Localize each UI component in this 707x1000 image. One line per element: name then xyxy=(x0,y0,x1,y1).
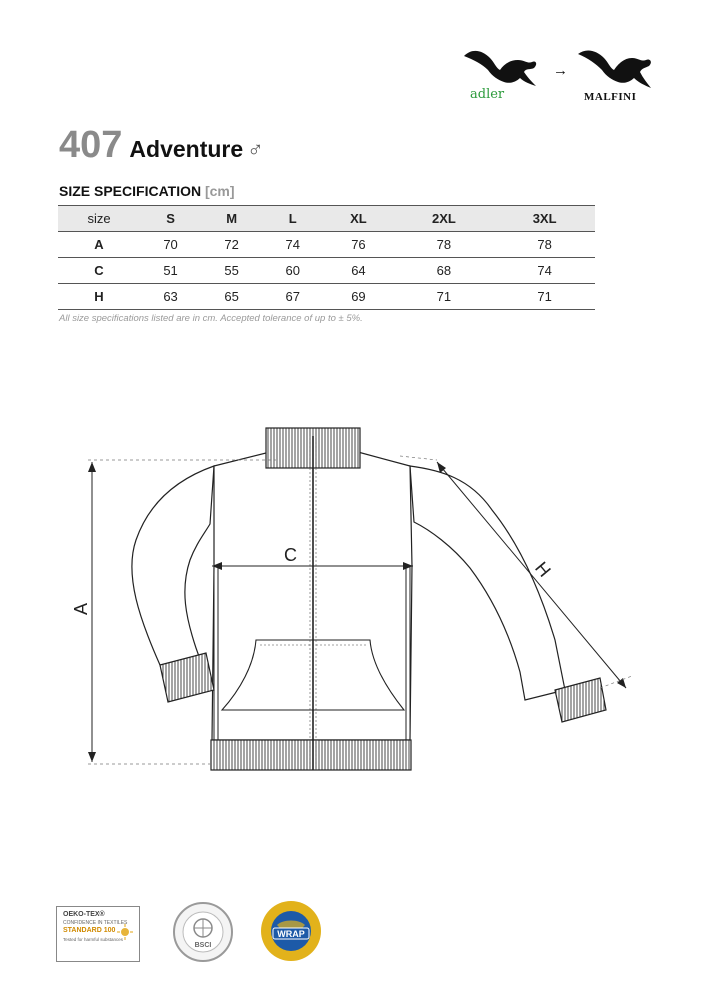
size-header: S xyxy=(140,206,201,232)
table-cell: 67 xyxy=(262,284,323,310)
size-header: 2XL xyxy=(394,206,495,232)
product-name: Adventure xyxy=(129,136,244,162)
row-label: A xyxy=(58,232,140,258)
oeko-fine: Tested for harmful substances xyxy=(63,937,124,942)
male-icon: ♂ xyxy=(247,137,264,162)
tolerance-note: All size specifications listed are in cm. Accepted tolerance of up to ± 5%. xyxy=(59,313,363,324)
size-header: L xyxy=(262,206,323,232)
header-label: size xyxy=(58,206,140,232)
table-cell: 74 xyxy=(494,258,595,284)
table-cell: 65 xyxy=(201,284,262,310)
adler-label: adler xyxy=(470,87,505,102)
table-cell: 74 xyxy=(262,232,323,258)
wrap-label: WRAP xyxy=(277,929,305,939)
label-a: A xyxy=(71,602,91,615)
bsci-badge xyxy=(172,901,234,963)
table-cell: 76 xyxy=(323,232,393,258)
table-cell: 63 xyxy=(140,284,201,310)
size-header: XL xyxy=(323,206,393,232)
table-cell: 78 xyxy=(394,232,495,258)
jacket-outline xyxy=(132,452,565,740)
table-row xyxy=(58,284,595,310)
table-cell: 51 xyxy=(140,258,201,284)
oeko-tex-badge xyxy=(56,906,140,962)
size-header: 3XL xyxy=(494,206,595,232)
row-label: C xyxy=(58,258,140,284)
row-label: H xyxy=(58,284,140,310)
table-cell: 55 xyxy=(201,258,262,284)
table-cell: 71 xyxy=(494,284,595,310)
spec-heading xyxy=(59,183,235,199)
label-c: C xyxy=(284,545,297,565)
arrow-right-icon: → xyxy=(553,62,568,79)
malfini-eagle-icon xyxy=(576,42,656,92)
oeko-standard: STANDARD 100 xyxy=(63,927,116,934)
table-cell: 68 xyxy=(394,258,495,284)
spec-unit: [cm] xyxy=(204,183,235,199)
oeko-sun-icon xyxy=(117,924,133,940)
jacket-measurement-diagram xyxy=(0,380,707,800)
table-cell: 60 xyxy=(262,258,323,284)
size-table-header xyxy=(58,206,595,232)
label-h: H xyxy=(531,557,555,581)
product-code: 407 xyxy=(59,124,123,166)
table-cell: 72 xyxy=(201,232,262,258)
size-header: M xyxy=(201,206,262,232)
table-cell: 71 xyxy=(394,284,495,310)
oeko-title: OEKO-TEX® xyxy=(63,911,105,918)
bsci-label: BSCI xyxy=(194,942,212,949)
hem-rib xyxy=(211,740,411,770)
table-cell: 70 xyxy=(140,232,201,258)
table-cell: 69 xyxy=(323,284,393,310)
size-table xyxy=(58,205,595,310)
table-row xyxy=(58,258,595,284)
product-title xyxy=(59,124,264,167)
adler-eagle-icon xyxy=(462,42,542,90)
table-cell: 64 xyxy=(323,258,393,284)
table-row xyxy=(58,232,595,258)
wrap-badge xyxy=(259,899,323,963)
table-cell: 78 xyxy=(494,232,595,258)
malfini-label: MALFINI xyxy=(584,91,637,103)
oeko-subtitle: CONFIDENCE IN TEXTILES xyxy=(63,920,128,926)
spec-heading-text: SIZE SPECIFICATION xyxy=(59,183,202,199)
